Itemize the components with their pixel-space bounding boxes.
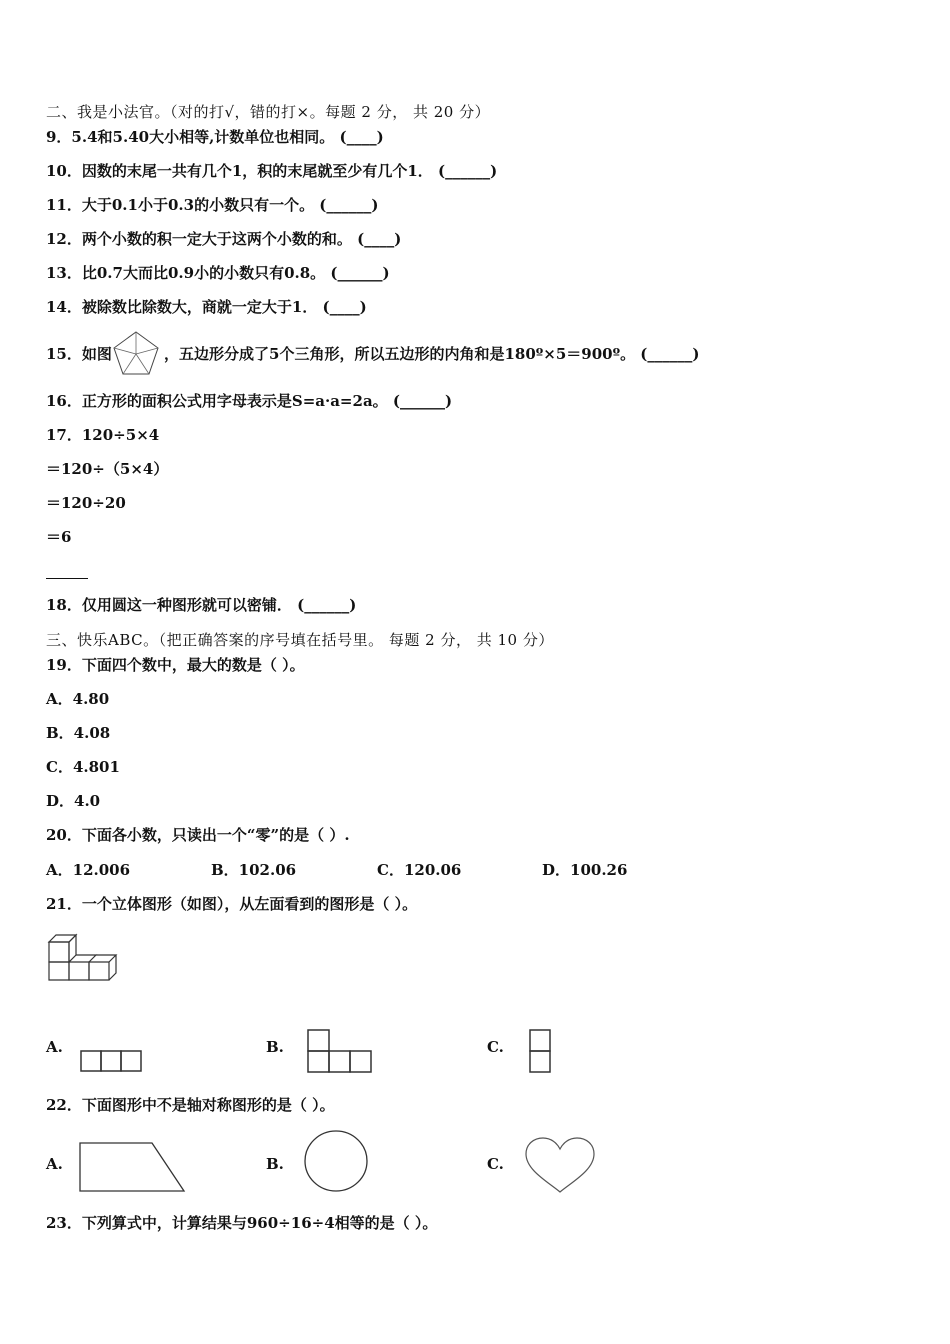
q22-option-c-label: C. [487,1155,504,1173]
q19-option-d: D．4.0 [46,792,101,810]
q22-option-b-label: B. [266,1155,284,1173]
question-18: 18．仅用圆这一种图形就可以密铺． (______) [46,596,357,614]
q21-option-a-label: A. [46,1038,63,1056]
q21-option-b-figure [307,1029,373,1073]
q20-option-b: B．102.06 [211,861,297,879]
q21-option-b-label: B. [266,1038,284,1056]
q21-option-c-figure [529,1029,551,1073]
question-10: 10．因数的末尾一共有几个1，积的末尾就至少有几个1． (______) [46,162,498,180]
q22-heart-figure [524,1136,596,1196]
question-23: 23．下列算式中，计算结果与960÷16÷4相等的是（ ）。 [46,1214,438,1232]
question-16: 16．正方形的面积公式用字母表示是S=a·a=2a。 (______) [46,392,453,410]
q19-option-a: A．4.80 [46,690,110,708]
question-11: 11．大于0.1小于0.3的小数只有一个。 (______) [46,196,379,214]
q20-option-d: D．100.26 [542,861,628,879]
answer-underline [46,578,88,579]
question-17-line4: ＝6 [46,528,72,546]
question-20: 20．下面各小数，只读出一个“零”的是（ ）. [46,826,350,844]
question-21: 21．一个立体图形（如图），从左面看到的图形是（ ）。 [46,895,418,913]
question-12: 12．两个小数的积一定大于这两个小数的和。 (____) [46,230,402,248]
q19-option-c: C．4.801 [46,758,120,776]
question-13: 13．比0.7大而比0.9小的小数只有0.8。 (______) [46,264,390,282]
q19-option-b: B．4.08 [46,724,111,742]
q20-option-a: A．12.006 [46,861,131,879]
section3-heading: 三、快乐ABC。（把正确答案的序号填在括号里。 每题 2 分， 共 10 分） [46,631,554,649]
question-22: 22．下面图形中不是轴对称图形的是（ ）。 [46,1096,335,1114]
question-15-prefix: 15．如图 [46,345,112,363]
question-19: 19．下面四个数中，最大的数是（ ）。 [46,656,305,674]
question-17-line2: ＝120÷（5×4） [46,460,169,478]
question-14: 14．被除数比除数大，商就一定大于1． (____) [46,298,367,316]
question-17-line3: ＝120÷20 [46,494,126,512]
q21-option-c-label: C. [487,1038,504,1056]
question-15-suffix: ，五边形分成了5个三角形，所以五边形的内角和是180º×5＝900º。 (______) [164,345,700,363]
question-9: 9．5.4和5.40大小相等,计数单位也相同。 (____) [46,128,384,146]
q22-trapezoid-figure [79,1141,187,1193]
q21-option-a-figure [80,1050,142,1072]
cube-solid-figure [46,930,124,984]
section2-heading: 二、我是小法官。（对的打√，错的打×。每题 2 分， 共 20 分） [46,103,491,121]
q22-circle-figure [303,1129,369,1193]
q20-option-c: C．120.06 [377,861,462,879]
pentagon-figure [112,330,160,376]
question-17-line1: 17．120÷5×4 [46,426,160,444]
q22-option-a-label: A. [46,1155,63,1173]
